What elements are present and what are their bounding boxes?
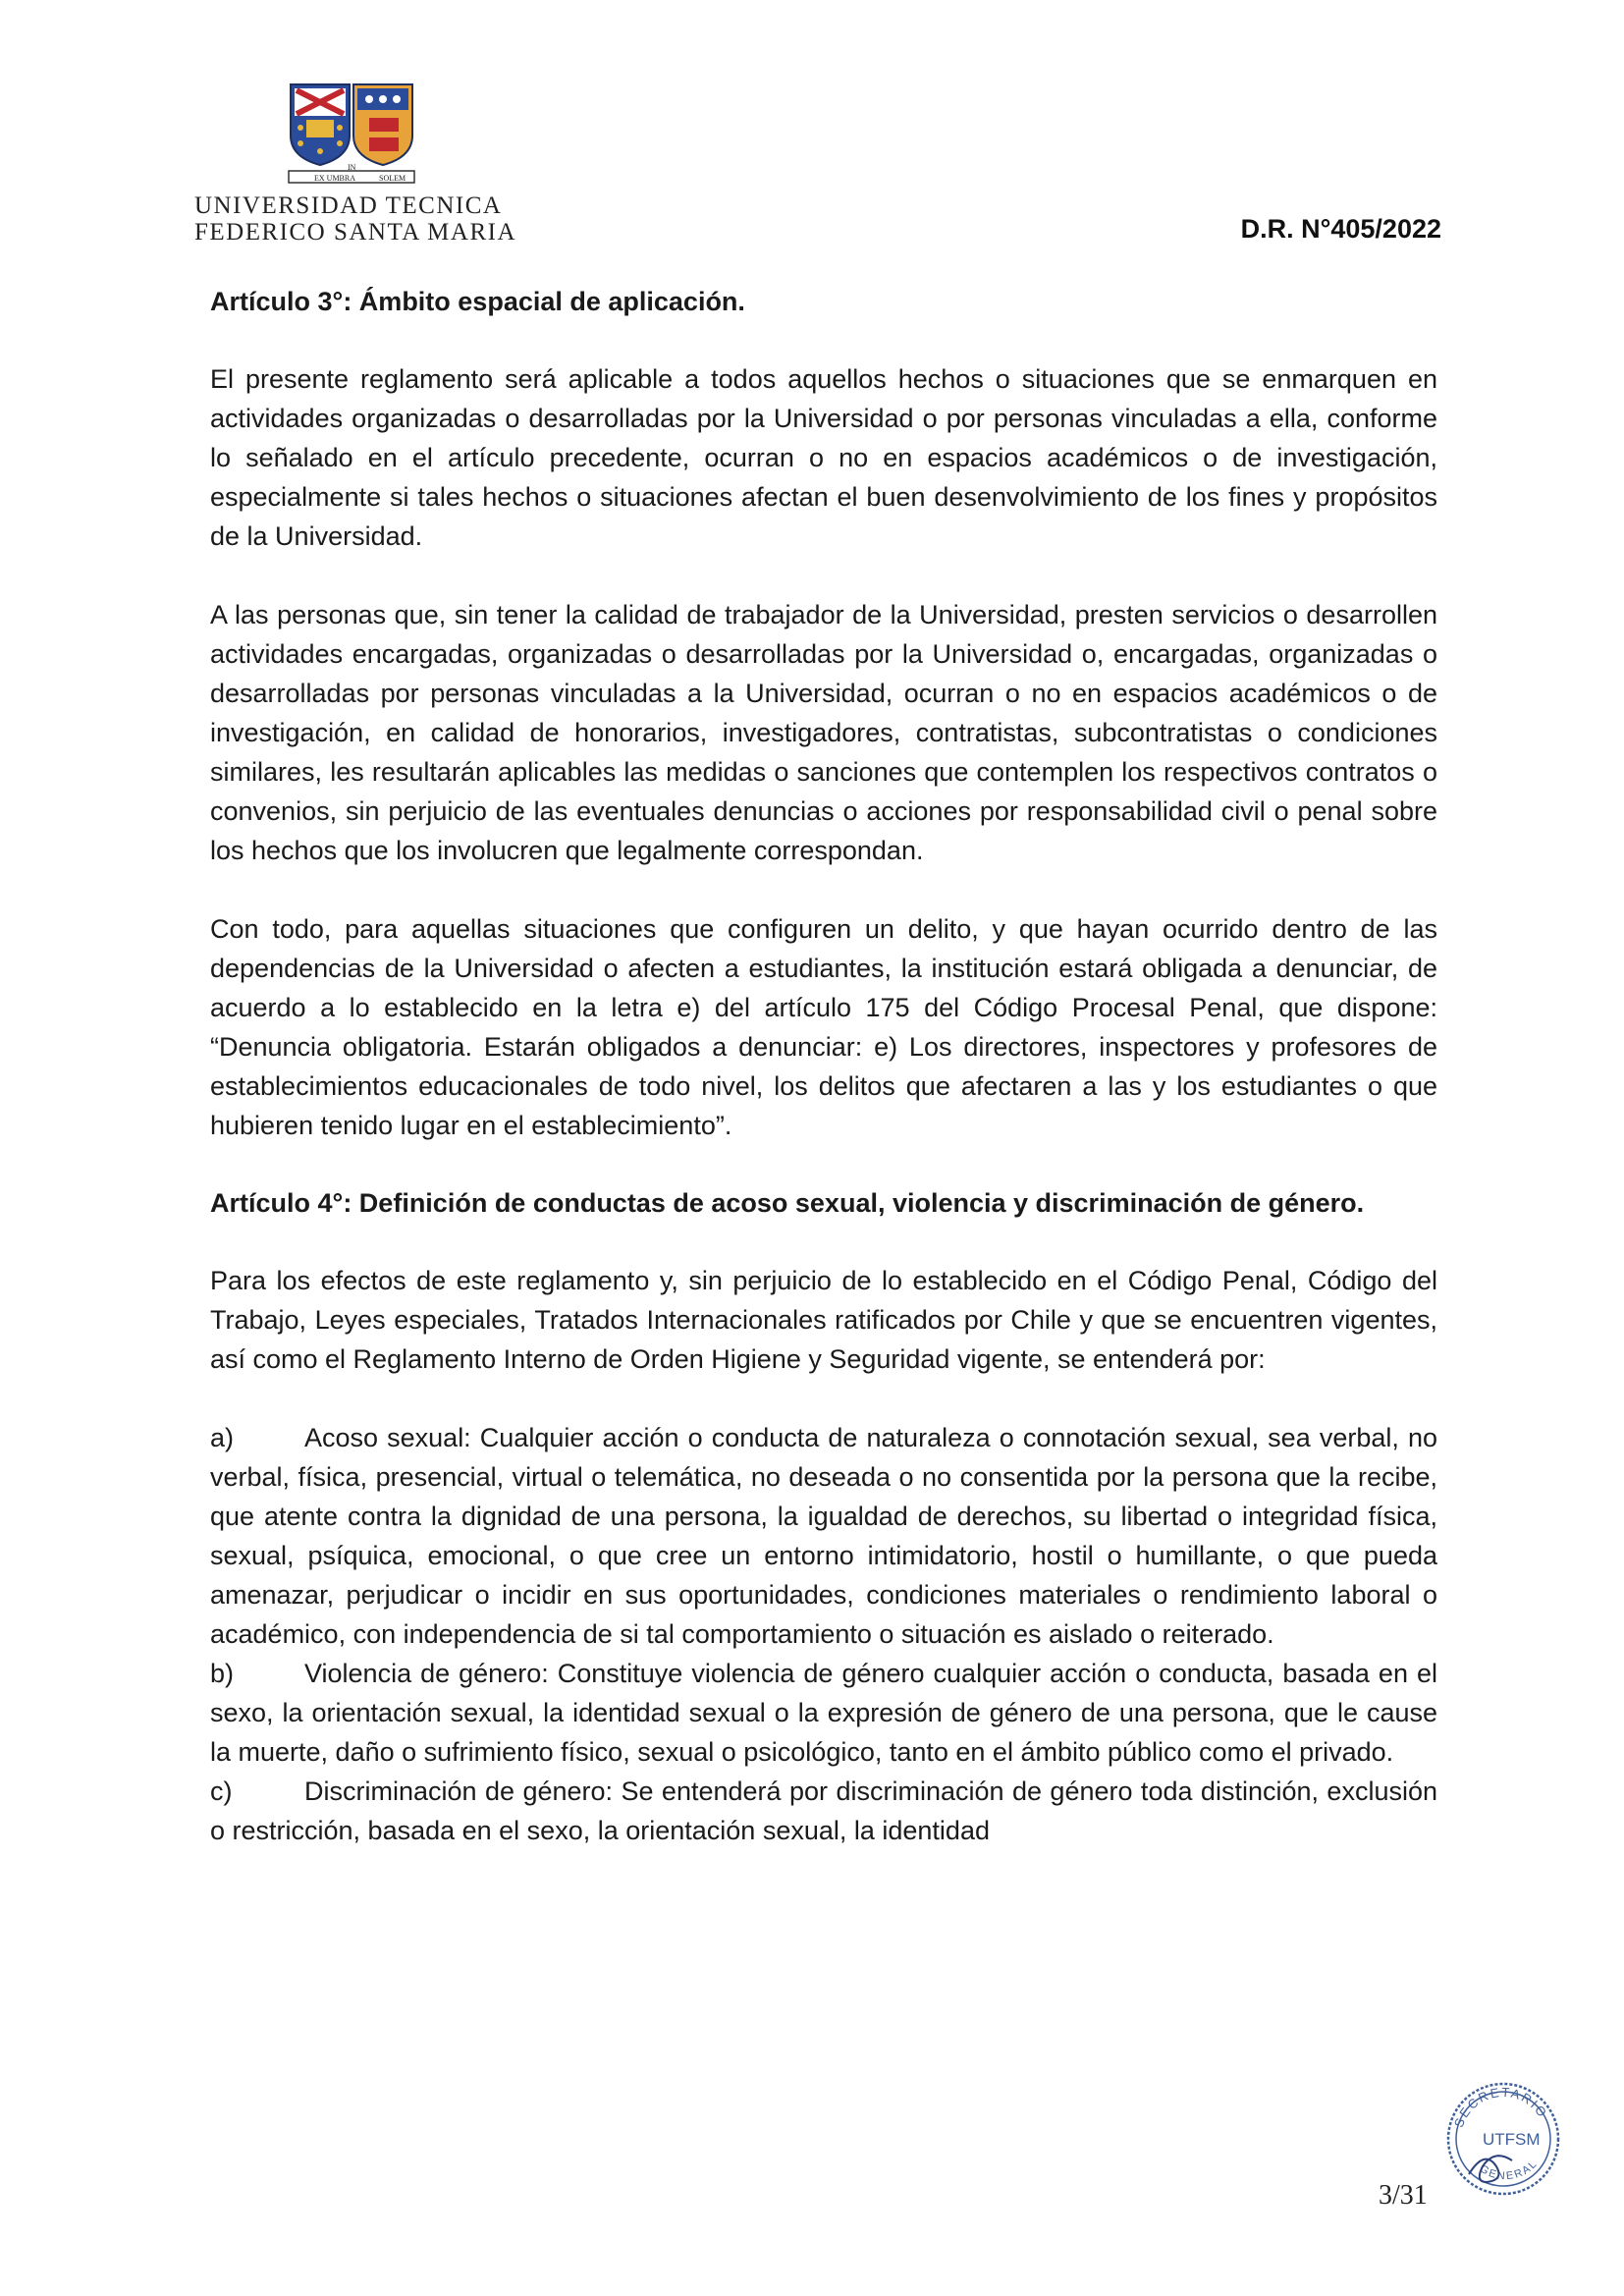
page-number: 3/31 bbox=[1379, 2180, 1428, 2211]
university-name-line2: FEDERICO SANTA MARIA bbox=[194, 219, 517, 246]
article3-paragraph-2: A las personas que, sin tener la calidad de trabajador de la Universidad, presten servicios o desarrollen actividades encargadas, organizadas o desarrolladas por la Universidad o, encargadas, organizadas o desarrolladas por personas vinculadas a la Universidad, ocurran o no en espacios académicos o de investigación, en calidad de honorarios, investigadores, contratistas, subcontratistas o condiciones similares, les resultarán aplicables las medidas o sanciones que contemplen los respectivos contratos o convenios, sin perjuicio de las eventuales denuncias o acciones por responsabilidad civil o penal sobre los hechos que los involucren que legalmente correspondan. bbox=[210, 600, 1437, 865]
motto-left-text: EX UMBRA bbox=[314, 174, 356, 183]
article3-heading: Artículo 3°: Ámbito espacial de aplicación. bbox=[210, 287, 745, 316]
document-body bbox=[210, 283, 1437, 1850]
definition-item-a bbox=[210, 1418, 1437, 1654]
university-name-line1: UNIVERSIDAD TECNICA bbox=[194, 192, 503, 219]
stamp-middle-text: UTFSM bbox=[1483, 2130, 1541, 2149]
article3-paragraph-3: Con todo, para aquellas situaciones que configuren un delito, y que hayan ocurrido dentro de las dependencias de la Universidad o afecten a estudiantes, la institución estará obligada a denunciar, de acuerdo a lo establecido en la letra e) del artículo 175 del Código Procesal Penal, que dispone: “Denuncia obligatoria. Estarán obligados a denunciar: e) Los directores, inspectores y profesores de establecimientos educacionales de todo nivel, los delitos que afectaren a las y los estudiantes o que hubieren tenido lugar en el establecimiento”. bbox=[210, 914, 1437, 1140]
item-label-b: b) bbox=[210, 1659, 235, 1688]
item-label-a: a) bbox=[210, 1423, 235, 1452]
item-text-a: Acoso sexual: Cualquier acción o conducta de naturaleza o connotación sexual, sea verbal, no verbal, física, presencial, virtual o telemática, no deseada o no consentida por la persona que la recibe, que atente contra la dignidad de una persona, la igualdad de derechos, su libertad o integridad física, sexual, psíquica, emocional, o que cree un entorno intimidatorio, hostil o humillante, o que pueda amenazar, perjudicar o incidir en sus oportunidades, condiciones materiales o rendimiento laboral o académico, con independencia de si tal comportamiento o situación es aislado o reiterado. bbox=[210, 1423, 1437, 1649]
item-text-c: Discriminación de género: Se entenderá por discriminación de género toda distinción, exclusión o restricción, basada en el sexo, la orientación sexual, la identidad bbox=[210, 1777, 1437, 1845]
item-text-b: Violencia de género: Constituye violencia de género cualquier acción o conducta, basada en el sexo, la orientación sexual, la identidad sexual o la expresión de género de una persona, que le cause la muerte, daño o sufrimiento físico, sexual o psicológico, tanto en el ámbito público como el privado. bbox=[210, 1659, 1437, 1767]
university-name bbox=[194, 192, 516, 246]
article4-heading: Artículo 4°: Definición de conductas de acoso sexual, violencia y discriminación de género. bbox=[210, 1188, 1365, 1218]
stamp-bottom-text: GENERAL bbox=[1477, 2157, 1541, 2183]
item-label-c: c) bbox=[210, 1777, 233, 1806]
motto-center-text: IN bbox=[348, 163, 356, 172]
definition-item-c bbox=[210, 1772, 1437, 1850]
secretary-seal-stamp bbox=[1439, 2072, 1567, 2200]
motto-right-text: SOLEM bbox=[379, 174, 406, 183]
university-crest-logo bbox=[285, 81, 418, 189]
article3-paragraph-1: El presente reglamento será aplicable a todos aquellos hechos o situaciones que se enmarquen en actividades organizadas o desarrolladas por la Universidad o por personas vinculadas a ella, conforme lo señalado en el artículo precedente, ocurran o no en espacios académicos o de investigación, especialmente si tales hechos o situaciones afectan el buen desenvolvimiento de los fines y propósitos de la Universidad. bbox=[210, 364, 1437, 551]
stamp-top-text: SECRETARIO bbox=[1450, 2084, 1551, 2130]
document-number: D.R. N°405/2022 bbox=[1240, 214, 1441, 244]
definition-item-b bbox=[210, 1654, 1437, 1772]
article4-intro: Para los efectos de este reglamento y, sin perjuicio de lo establecido en el Código Penal, Código del Trabajo, Leyes especiales, Tratados Internacionales ratificados por Chile y que se encuentren vigentes, así como el Reglamento Interno de Orden Higiene y Seguridad vigente, se entenderá por: bbox=[210, 1266, 1437, 1374]
